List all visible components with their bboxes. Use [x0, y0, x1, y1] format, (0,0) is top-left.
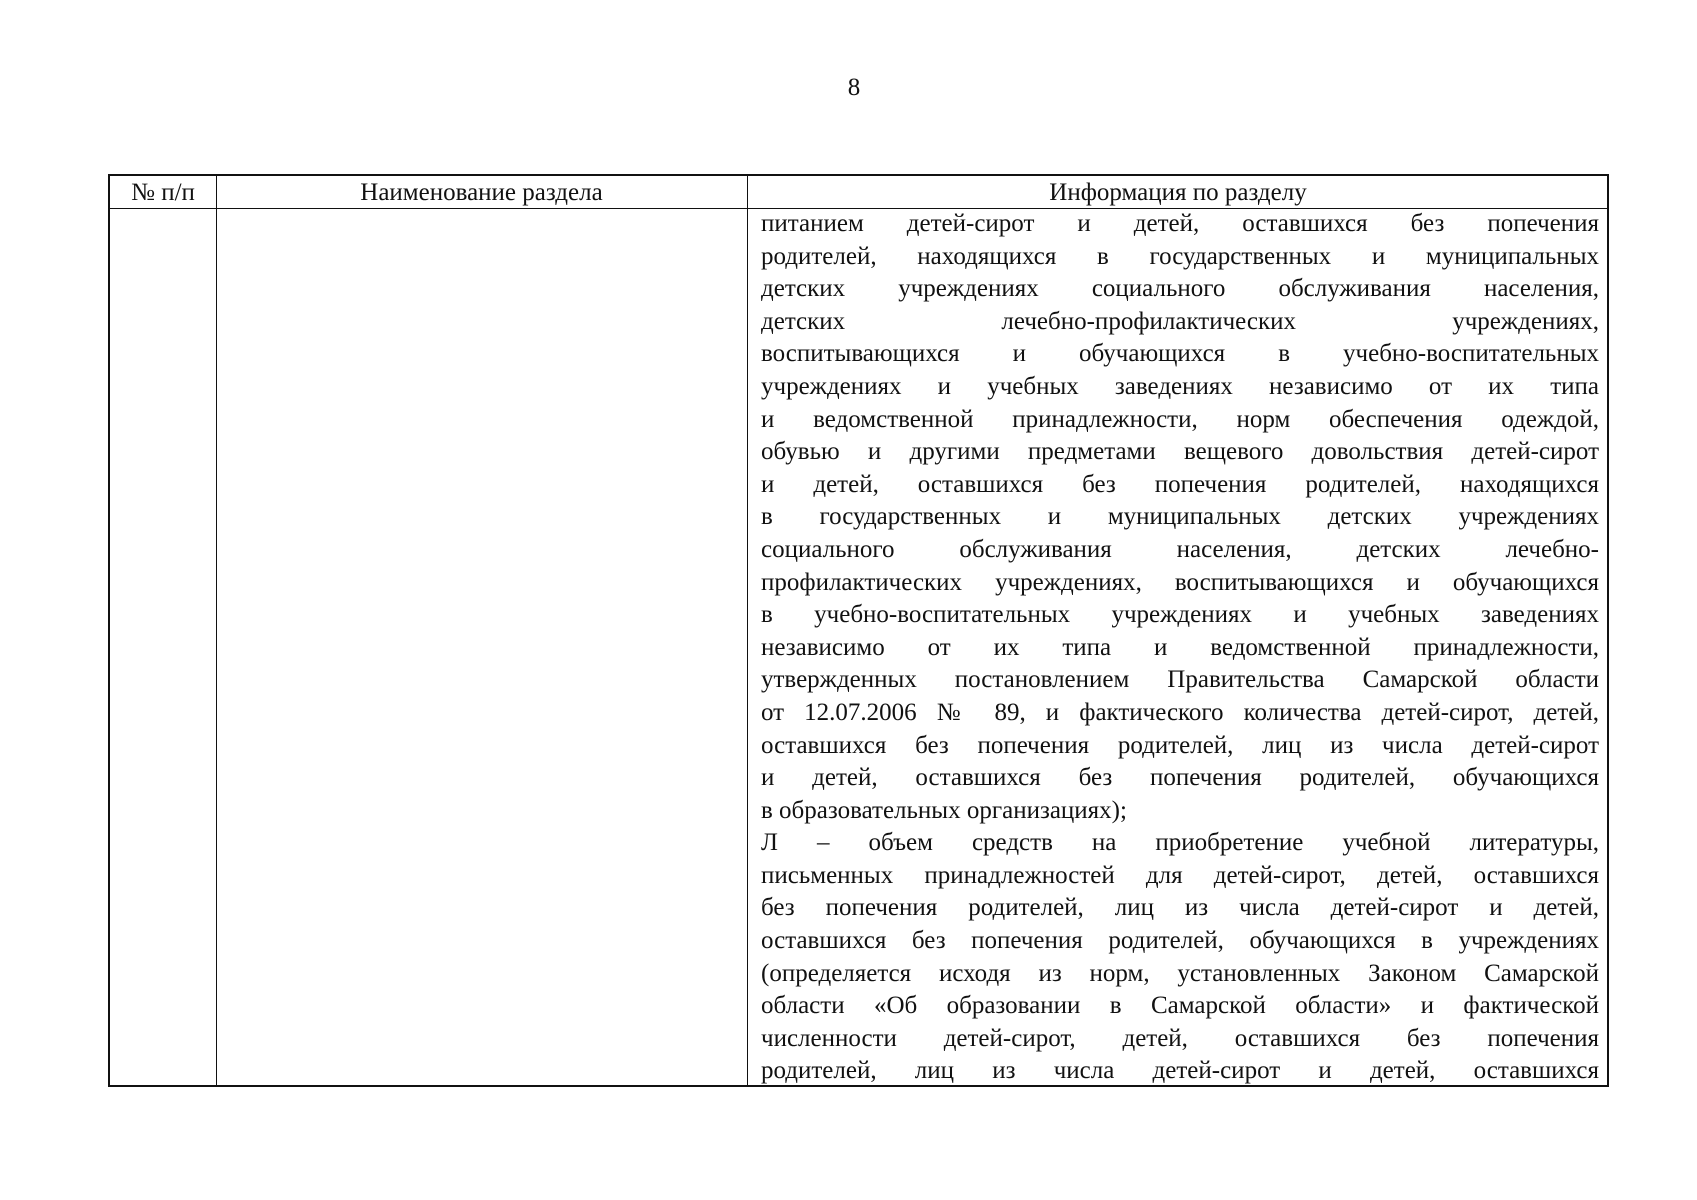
info-text-line: в образовательных организациях); [761, 796, 1127, 824]
info-text-line: воспитывающихся и обучающихся в учебно-воспитательных [761, 340, 1599, 368]
info-text-line: детских учреждениях социального обслуживания населения, [761, 275, 1599, 303]
info-text-line: и детей, оставшихся без попечения родителей, обучающихся [761, 764, 1599, 792]
header-number: № п/п [131, 179, 195, 206]
info-text-line: утвержденных постановлением Правительства Самарской области [761, 666, 1599, 694]
info-text-line: области «Об образовании в Самарской области» и фактической [761, 992, 1599, 1020]
info-text-line: оставшихся без попечения родителей, обучающихся в учреждениях [761, 927, 1599, 955]
info-text-line: письменных принадлежностей для детей-сирот, детей, оставшихся [761, 861, 1599, 889]
info-text-line: (определяется исходя из норм, установленных Законом Самарской [761, 959, 1599, 987]
info-text-line: питанием детей-сирот и детей, оставшихся без попечения [761, 210, 1599, 237]
info-text-line: оставшихся без попечения родителей, лиц из числа детей-сирот [761, 731, 1599, 759]
info-text-line: независимо от их типа и ведомственной принадлежности, [761, 633, 1599, 661]
info-text-line: от 12.07.2006 № 89, и фактического количества детей-сирот, детей, [761, 698, 1599, 726]
info-text-line: численности детей-сирот, детей, оставшихся без попечения [761, 1024, 1599, 1052]
info-text-line: родителей, находящихся в государственных и муниципальных [761, 242, 1599, 270]
info-text-line: обувью и другими предметами вещевого довольствия детей-сирот [761, 438, 1599, 466]
info-text-line: профилактических учреждениях, воспитывающихся и обучающихся [761, 568, 1599, 596]
header-section-info: Информация по разделу [1049, 179, 1307, 206]
column-divider [216, 176, 217, 1085]
info-text-line: в учебно-воспитательных учреждениях и учебных заведениях [761, 601, 1599, 629]
info-text-line: в государственных и муниципальных детских учреждениях [761, 503, 1599, 531]
info-text-line: родителей, лиц из числа детей-сирот и детей, оставшихся [761, 1057, 1599, 1085]
section-table [108, 174, 1609, 1087]
info-text-line: учреждениях и учебных заведениях независимо от их типа [761, 372, 1599, 400]
info-text-line: и ведомственной принадлежности, норм обеспечения одеждой, [761, 405, 1599, 433]
info-text-line: детских лечебно-профилактических учреждениях, [761, 307, 1599, 335]
section-info-text [761, 208, 1599, 1088]
header-section-name: Наименование раздела [360, 179, 603, 206]
page-number: 8 [847, 74, 861, 101]
info-text-line: социального обслуживания населения, детских лечебно- [761, 535, 1599, 563]
info-text-line: без попечения родителей, лиц из числа детей-сирот и детей, [761, 894, 1599, 922]
column-divider [747, 176, 748, 1085]
info-text-line: и детей, оставшихся без попечения родителей, находящихся [761, 470, 1599, 498]
info-text-line: Л – объем средств на приобретение учебной литературы, [761, 829, 1599, 857]
